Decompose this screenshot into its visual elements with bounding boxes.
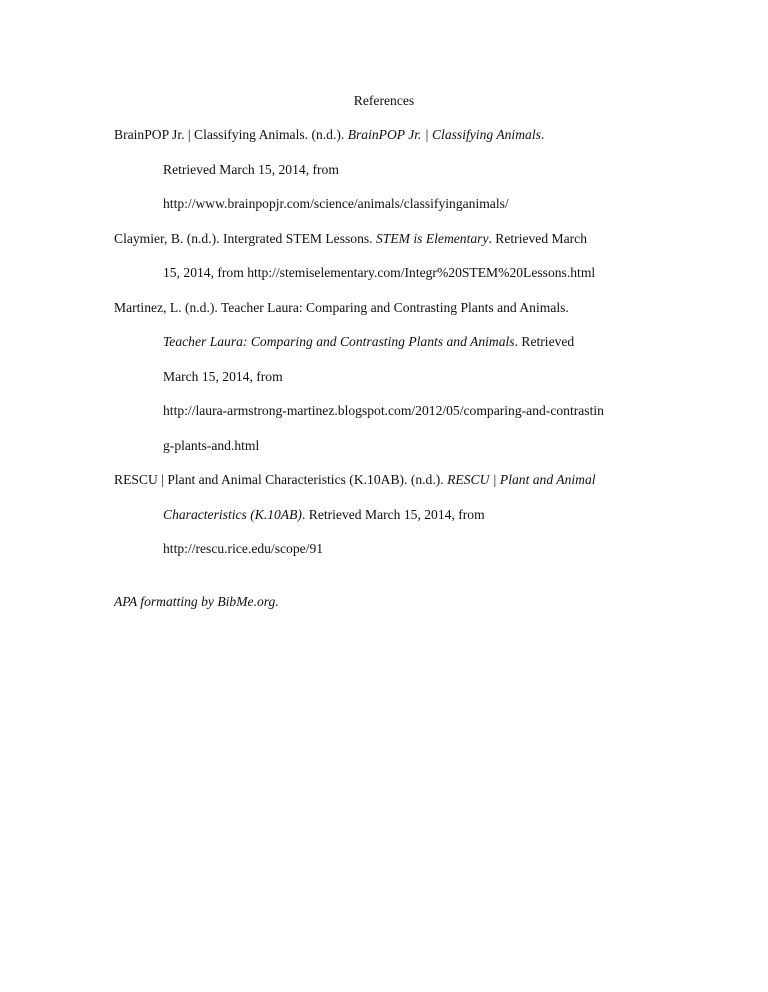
bibme-footer-note xyxy=(114,594,279,610)
reference-2-line-1 xyxy=(114,231,587,247)
reference-4-text: RESCU | Plant and Animal Characteristics (K.10AB). (n.d.). xyxy=(114,472,448,487)
reference-3-retrieved: . Retrieved xyxy=(514,334,575,349)
reference-2-retrieved: . Retrieved March xyxy=(488,231,588,246)
reference-2-url: 15, 2014, from http://stemiselementary.com/Integr%20STEM%20Lessons.html xyxy=(163,265,596,280)
reference-1-source-title: BrainPOP Jr. | Classifying Animals xyxy=(347,127,541,142)
reference-3-line-2 xyxy=(163,334,574,350)
reference-1-punctuation: . xyxy=(540,127,545,142)
reference-3-line-3: March 15, 2014, from xyxy=(163,369,283,384)
reference-3-line-1: Martinez, L. (n.d.). Teacher Laura: Comparing and Contrasting Plants and Animals. xyxy=(114,300,569,315)
reference-1-line-1 xyxy=(114,127,544,143)
reference-1-url: http://www.brainpopjr.com/science/animals/classifyinganimals/ xyxy=(163,196,509,211)
references-title: References xyxy=(353,93,415,108)
reference-1-line-2: Retrieved March 15, 2014, from xyxy=(163,162,339,177)
reference-3-url: http://laura-armstrong-martinez.blogspot.com/2012/05/comparing-and-contrastin xyxy=(163,403,604,418)
reference-1-text: BrainPOP Jr. | Classifying Animals. (n.d.). xyxy=(114,127,348,142)
bibme-footer-text: APA formatting by BibMe.org. xyxy=(114,594,279,609)
reference-4-source-title: RESCU | Plant and Animal xyxy=(447,472,596,487)
reference-3-source-title: Teacher Laura: Comparing and Contrasting Plants and Animals xyxy=(163,334,515,349)
reference-2-text: Claymier, B. (n.d.). Intergrated STEM Lessons. xyxy=(114,231,376,246)
reference-4-retrieved: . Retrieved March 15, 2014, from xyxy=(301,507,485,522)
reference-4-source-title-continued: Characteristics (K.10AB) xyxy=(163,507,302,522)
reference-4-url: http://rescu.rice.edu/scope/91 xyxy=(163,541,324,556)
reference-4-line-2 xyxy=(163,507,485,523)
reference-4-line-1 xyxy=(114,472,596,488)
reference-2-source-title: STEM is Elementary xyxy=(375,231,489,246)
reference-3-url-continued: g-plants-and.html xyxy=(163,438,260,453)
